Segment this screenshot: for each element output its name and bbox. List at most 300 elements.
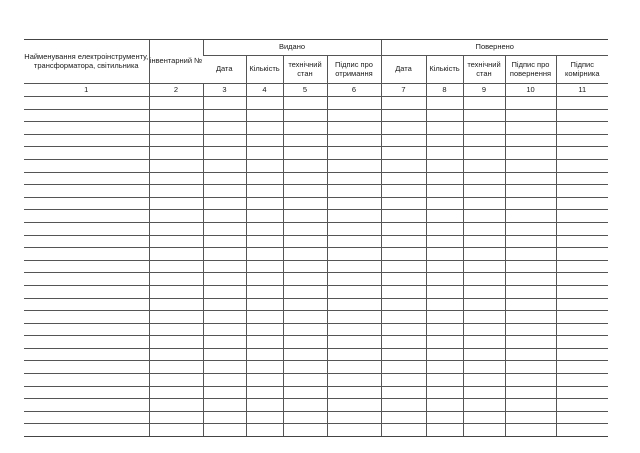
table-cell (426, 386, 463, 399)
table-cell (149, 147, 203, 160)
table-cell (426, 172, 463, 185)
table-cell (327, 399, 381, 412)
table-cell (426, 323, 463, 336)
column-number: 5 (283, 84, 327, 97)
table-cell (505, 185, 556, 198)
table-cell (24, 248, 149, 261)
table-cell (505, 134, 556, 147)
header-issued-quantity: Кількість (246, 56, 283, 84)
table-cell (463, 210, 505, 223)
table-cell (24, 210, 149, 223)
table-row (24, 323, 608, 336)
table-cell (149, 122, 203, 135)
table-cell (246, 411, 283, 424)
table-cell (463, 336, 505, 349)
table-cell (327, 197, 381, 210)
table-cell (246, 222, 283, 235)
table-cell (556, 361, 608, 374)
column-number: 2 (149, 84, 203, 97)
table-cell (203, 311, 246, 324)
table-cell (327, 97, 381, 110)
table-cell (426, 134, 463, 147)
table-row (24, 172, 608, 185)
table-cell (327, 147, 381, 160)
table-cell (426, 97, 463, 110)
table-cell (556, 134, 608, 147)
table-cell (24, 197, 149, 210)
table-cell (24, 134, 149, 147)
table-cell (283, 210, 327, 223)
table-cell (556, 147, 608, 160)
header-returned-signature: Підпис про повернення (505, 56, 556, 84)
table-cell (203, 273, 246, 286)
column-number: 4 (246, 84, 283, 97)
table-row (24, 159, 608, 172)
table-row (24, 235, 608, 248)
table-cell (381, 298, 426, 311)
table-cell (381, 235, 426, 248)
table-row (24, 285, 608, 298)
table-cell (426, 298, 463, 311)
table-cell (556, 235, 608, 248)
table-cell (246, 172, 283, 185)
table-cell (505, 348, 556, 361)
table-cell (505, 147, 556, 160)
table-cell (283, 273, 327, 286)
column-number: 7 (381, 84, 426, 97)
table-cell (149, 197, 203, 210)
table-cell (327, 122, 381, 135)
table-cell (24, 159, 149, 172)
table-cell (283, 248, 327, 261)
table-cell (246, 386, 283, 399)
table-cell (203, 285, 246, 298)
table-cell (505, 399, 556, 412)
table-row (24, 109, 608, 122)
table-cell (556, 273, 608, 286)
table-cell (463, 386, 505, 399)
table-cell (203, 222, 246, 235)
table-cell (203, 399, 246, 412)
table-cell (203, 411, 246, 424)
table-cell (505, 386, 556, 399)
table-cell (556, 109, 608, 122)
table-cell (24, 222, 149, 235)
table-cell (24, 336, 149, 349)
table-cell (327, 411, 381, 424)
table-cell (283, 260, 327, 273)
table-cell (203, 248, 246, 261)
table-cell (283, 134, 327, 147)
table-cell (24, 122, 149, 135)
table-cell (203, 323, 246, 336)
column-number: 8 (426, 84, 463, 97)
column-number: 1 (24, 84, 149, 97)
table-cell (246, 298, 283, 311)
table-cell (505, 197, 556, 210)
table-cell (283, 424, 327, 437)
table-cell (505, 235, 556, 248)
table-cell (556, 97, 608, 110)
table-cell (327, 222, 381, 235)
table-cell (283, 222, 327, 235)
table-cell (381, 336, 426, 349)
table-cell (505, 210, 556, 223)
table-cell (327, 336, 381, 349)
table-cell (246, 210, 283, 223)
table-cell (505, 411, 556, 424)
table-cell (283, 311, 327, 324)
table-cell (381, 222, 426, 235)
table-cell (149, 348, 203, 361)
table-cell (203, 348, 246, 361)
table-cell (556, 222, 608, 235)
table-row (24, 361, 608, 374)
table-cell (505, 298, 556, 311)
table-cell (246, 361, 283, 374)
table-cell (24, 411, 149, 424)
table-cell (463, 235, 505, 248)
table-cell (149, 97, 203, 110)
table-cell (426, 248, 463, 261)
table-cell (505, 285, 556, 298)
table-cell (556, 260, 608, 273)
table-cell (24, 185, 149, 198)
table-cell (246, 348, 283, 361)
table-cell (24, 260, 149, 273)
table-cell (246, 374, 283, 387)
table-row (24, 97, 608, 110)
table-cell (381, 323, 426, 336)
table-cell (381, 260, 426, 273)
table-cell (283, 97, 327, 110)
table-cell (327, 172, 381, 185)
table-cell (283, 323, 327, 336)
header-issued-signature: Підпис про отримання (327, 56, 381, 84)
table-cell (426, 260, 463, 273)
table-cell (283, 285, 327, 298)
table-cell (283, 122, 327, 135)
table-cell (283, 336, 327, 349)
table-cell (381, 97, 426, 110)
table-cell (149, 285, 203, 298)
table-cell (426, 210, 463, 223)
table-cell (24, 147, 149, 160)
table-cell (556, 336, 608, 349)
table-cell (463, 298, 505, 311)
table-cell (203, 185, 246, 198)
table-cell (463, 285, 505, 298)
table-cell (426, 147, 463, 160)
table-cell (463, 399, 505, 412)
table-cell (505, 122, 556, 135)
table-cell (426, 374, 463, 387)
table-cell (463, 159, 505, 172)
table-cell (246, 424, 283, 437)
table-cell (505, 336, 556, 349)
table-cell (149, 374, 203, 387)
table-cell (381, 311, 426, 324)
table-cell (463, 122, 505, 135)
table-cell (426, 311, 463, 324)
table-cell (246, 399, 283, 412)
table-cell (246, 323, 283, 336)
table-cell (381, 185, 426, 198)
table-cell (505, 323, 556, 336)
table-cell (556, 386, 608, 399)
table-cell (463, 260, 505, 273)
table-cell (426, 122, 463, 135)
table-cell (246, 260, 283, 273)
table-cell (463, 374, 505, 387)
table-cell (426, 159, 463, 172)
table-cell (203, 122, 246, 135)
table-cell (505, 361, 556, 374)
table-cell (149, 323, 203, 336)
table-cell (24, 273, 149, 286)
table-cell (246, 122, 283, 135)
table-cell (381, 248, 426, 261)
table-cell (327, 311, 381, 324)
table-cell (505, 222, 556, 235)
table-cell (246, 159, 283, 172)
table-cell (246, 248, 283, 261)
table-cell (556, 197, 608, 210)
table-cell (149, 248, 203, 261)
table-cell (24, 97, 149, 110)
table-cell (149, 260, 203, 273)
table-row (24, 248, 608, 261)
table-cell (505, 172, 556, 185)
table-row (24, 411, 608, 424)
table-cell (327, 273, 381, 286)
table-cell (149, 424, 203, 437)
table-cell (463, 411, 505, 424)
table-cell (505, 311, 556, 324)
table-row (24, 122, 608, 135)
table-cell (327, 248, 381, 261)
table-cell (246, 285, 283, 298)
table-cell (327, 159, 381, 172)
header-issued-date: Дата (215, 64, 233, 74)
table-cell (327, 323, 381, 336)
table-cell (246, 109, 283, 122)
table-cell (556, 348, 608, 361)
table-row (24, 273, 608, 286)
table-row (24, 147, 608, 160)
table-row (24, 298, 608, 311)
table-cell (24, 348, 149, 361)
table-cell (327, 361, 381, 374)
table-row (24, 311, 608, 324)
table-cell (327, 298, 381, 311)
table-cell (505, 374, 556, 387)
table-cell (463, 134, 505, 147)
table-cell (463, 348, 505, 361)
table-cell (327, 235, 381, 248)
table-cell (24, 361, 149, 374)
table-cell (381, 134, 426, 147)
table-cell (426, 109, 463, 122)
table-body (24, 97, 608, 437)
table-cell (463, 109, 505, 122)
table-cell (203, 235, 246, 248)
table-cell (381, 109, 426, 122)
table-cell (246, 97, 283, 110)
table-cell (327, 185, 381, 198)
table-cell (149, 185, 203, 198)
table-cell (426, 424, 463, 437)
table-cell (327, 374, 381, 387)
table-cell (327, 134, 381, 147)
table-cell (463, 197, 505, 210)
table-cell (203, 210, 246, 223)
table-cell (426, 273, 463, 286)
table-cell (381, 424, 426, 437)
table-cell (556, 248, 608, 261)
table-cell (24, 399, 149, 412)
table-cell (327, 260, 381, 273)
table-cell (381, 122, 426, 135)
table-cell (246, 336, 283, 349)
table-cell (327, 109, 381, 122)
table-cell (426, 185, 463, 198)
table-cell (426, 235, 463, 248)
table-row (24, 348, 608, 361)
table-cell (283, 235, 327, 248)
equipment-issue-log-table (24, 39, 608, 437)
table-row (24, 424, 608, 437)
table-cell (246, 185, 283, 198)
table-cell (556, 210, 608, 223)
table-cell (203, 336, 246, 349)
table-cell (149, 134, 203, 147)
table-cell (283, 386, 327, 399)
table-cell (24, 285, 149, 298)
table-cell (381, 285, 426, 298)
table-cell (203, 374, 246, 387)
table-cell (327, 210, 381, 223)
header-returned-date: Дата (381, 56, 426, 84)
table-cell (463, 273, 505, 286)
table-cell (246, 235, 283, 248)
table-cell (426, 361, 463, 374)
table-cell (505, 97, 556, 110)
table-cell (463, 248, 505, 261)
header-storekeeper-signature: Підпис комірника (556, 56, 608, 84)
table-cell (283, 399, 327, 412)
table-cell (246, 273, 283, 286)
table-cell (381, 210, 426, 223)
table-cell (556, 399, 608, 412)
table-row (24, 134, 608, 147)
header-returned-quantity: Кількість (426, 56, 463, 84)
table-cell (283, 361, 327, 374)
table-cell (203, 172, 246, 185)
table-cell (283, 411, 327, 424)
table-cell (149, 210, 203, 223)
header-issued-group: Видано (203, 40, 381, 56)
table-cell (556, 411, 608, 424)
table-cell (149, 222, 203, 235)
table-cell (149, 411, 203, 424)
table-row (24, 222, 608, 235)
table-cell (283, 147, 327, 160)
table-cell (381, 348, 426, 361)
table-cell (327, 386, 381, 399)
table-cell (463, 222, 505, 235)
header-returned-group: Повернено (381, 40, 608, 56)
table-cell (327, 348, 381, 361)
table-cell (203, 197, 246, 210)
table-cell (203, 159, 246, 172)
table-cell (283, 298, 327, 311)
table-row (24, 185, 608, 198)
table-cell (556, 285, 608, 298)
table-cell (505, 260, 556, 273)
table-cell (283, 185, 327, 198)
table-cell (463, 323, 505, 336)
table-cell (246, 147, 283, 160)
table-cell (149, 399, 203, 412)
table-cell (463, 424, 505, 437)
table-cell (463, 185, 505, 198)
table-cell (149, 235, 203, 248)
table-cell (463, 147, 505, 160)
table-cell (24, 172, 149, 185)
table-cell (203, 424, 246, 437)
table-cell (283, 348, 327, 361)
table-cell (149, 109, 203, 122)
table-cell (327, 285, 381, 298)
table-cell (381, 172, 426, 185)
table-row (24, 399, 608, 412)
table-cell (24, 386, 149, 399)
column-number-row (24, 84, 608, 97)
table-cell (149, 273, 203, 286)
table-cell (203, 361, 246, 374)
table-cell (381, 147, 426, 160)
table-cell (246, 197, 283, 210)
table-cell (24, 424, 149, 437)
table-cell (149, 298, 203, 311)
table-cell (24, 323, 149, 336)
table-cell (149, 386, 203, 399)
table-row (24, 336, 608, 349)
table-cell (505, 424, 556, 437)
table-cell (381, 159, 426, 172)
table-cell (24, 374, 149, 387)
table-cell (556, 122, 608, 135)
table-cell (426, 336, 463, 349)
table-cell (426, 285, 463, 298)
table-cell (283, 374, 327, 387)
table-cell (203, 134, 246, 147)
table-cell (505, 159, 556, 172)
header-inventory-number: інвентарний № (149, 40, 203, 84)
table-cell (149, 336, 203, 349)
table-cell (203, 298, 246, 311)
table-cell (381, 411, 426, 424)
table-cell (463, 311, 505, 324)
table-cell (381, 197, 426, 210)
table-row (24, 386, 608, 399)
table-cell (283, 159, 327, 172)
table-cell (149, 159, 203, 172)
table-cell (426, 411, 463, 424)
table-cell (463, 172, 505, 185)
table-cell (426, 197, 463, 210)
